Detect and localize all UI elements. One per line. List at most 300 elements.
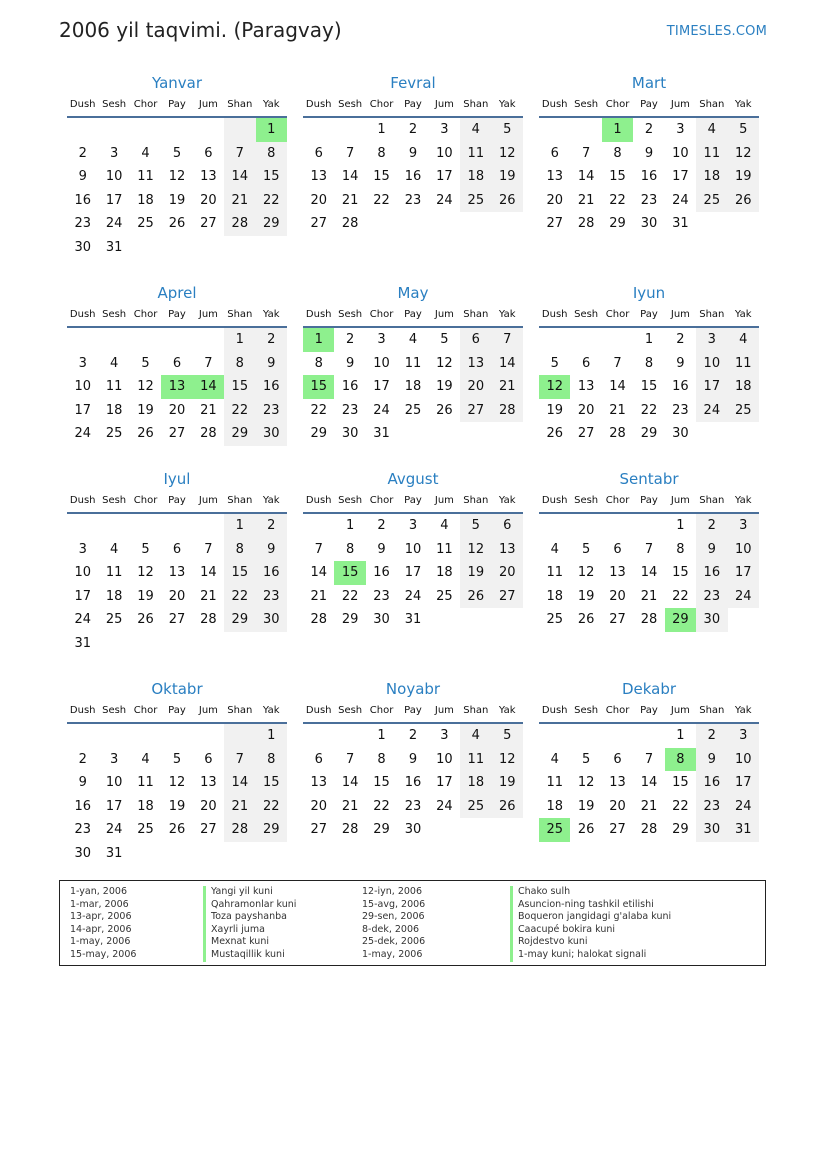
day-cell: 18: [546, 588, 563, 604]
day-cell: 16: [404, 169, 422, 184]
day-cell: 20: [546, 192, 563, 208]
day-cell: 19: [577, 588, 595, 604]
day-cell: 16: [74, 192, 91, 208]
legend-names-left: [203, 886, 296, 962]
day-cell: 14: [224, 771, 255, 795]
day-cell: 23: [74, 822, 91, 837]
day-cell: 2: [696, 514, 727, 538]
day-cell: 12: [168, 169, 186, 184]
day-cell: 19: [492, 771, 523, 795]
weekday-label: Sesh: [338, 99, 363, 110]
day-cell: 9: [696, 538, 727, 562]
day-cell: 1: [644, 332, 654, 347]
month-2: [539, 72, 759, 236]
day-cell: 27: [310, 822, 327, 837]
weekday-label: Sesh: [338, 309, 363, 320]
day-cell: 24: [672, 192, 689, 208]
day-cell: 3: [408, 518, 418, 533]
day-cell: 30: [404, 822, 422, 837]
day-cell: 11: [546, 775, 563, 790]
day-cell: 7: [492, 328, 523, 352]
day-cell: 27: [168, 612, 186, 627]
day-cell: 13: [609, 565, 626, 580]
legend-date: 15-avg, 2006: [362, 898, 426, 910]
day-cell: 10: [105, 169, 123, 184]
empty-cell: [460, 818, 491, 842]
weekday-label: Sesh: [102, 495, 127, 506]
day-cell: 6: [172, 541, 182, 557]
day-cell: 24: [436, 798, 453, 814]
weekday-label: Dush: [69, 705, 96, 716]
day-cell: 10: [404, 541, 422, 557]
day-cell: 22: [672, 798, 689, 814]
day-cell: 31: [373, 426, 390, 441]
day-cell: 12: [460, 538, 491, 562]
day-cell: 14: [200, 565, 217, 580]
day-grid: [539, 514, 759, 632]
empty-cell: [397, 422, 428, 446]
empty-cell: [224, 118, 255, 142]
day-cell: 24: [404, 588, 422, 604]
holiday-day-cell: 14: [193, 375, 224, 399]
empty-cell: [334, 118, 365, 142]
day-cell: 7: [204, 541, 213, 557]
day-cell: 21: [224, 795, 255, 819]
day-cell: 9: [696, 748, 727, 772]
day-cell: 27: [609, 612, 626, 627]
month-1: [303, 72, 523, 236]
day-cell: 25: [546, 612, 563, 627]
day-cell: 22: [256, 189, 287, 213]
empty-cell: [429, 422, 460, 446]
day-cell: 1: [676, 518, 685, 533]
month-9: [67, 678, 287, 865]
month-name: Oktabr: [151, 680, 203, 698]
empty-cell: [193, 632, 224, 656]
day-cell: 8: [377, 751, 386, 767]
day-cell: 5: [728, 118, 759, 142]
day-cell: 17: [373, 379, 390, 394]
day-cell: 15: [256, 771, 287, 795]
weekday-label: Dush: [541, 99, 568, 110]
day-cell: 26: [492, 189, 523, 213]
day-cell: 5: [492, 724, 523, 748]
month-10: [303, 678, 523, 842]
day-cell: 8: [224, 538, 255, 562]
weekday-label: Chor: [605, 705, 630, 716]
legend-holiday-name: 1-may kuni; halokat signali: [510, 949, 671, 962]
day-cell: 17: [404, 565, 422, 580]
day-cell: 2: [377, 518, 386, 533]
month-name: Yanvar: [151, 74, 203, 92]
month-name: Mart: [631, 74, 667, 92]
day-cell: 22: [224, 399, 255, 423]
day-cell: 7: [644, 751, 654, 767]
day-cell: 28: [200, 612, 217, 627]
day-cell: 28: [224, 818, 255, 842]
day-cell: 22: [609, 192, 626, 208]
day-cell: 30: [341, 426, 359, 441]
day-cell: 15: [672, 565, 689, 580]
empty-cell: [193, 236, 224, 260]
empty-cell: [67, 514, 98, 538]
legend-date: 1-may, 2006: [70, 936, 131, 948]
day-cell: 9: [676, 355, 685, 371]
day-cell: 24: [436, 192, 453, 208]
day-cell: 27: [168, 426, 186, 441]
day-cell: 3: [696, 328, 727, 352]
day-cell: 2: [345, 332, 355, 347]
empty-cell: [570, 514, 601, 538]
day-cell: 28: [640, 612, 658, 627]
weekday-label: Jum: [434, 99, 454, 110]
empty-cell: [602, 328, 633, 352]
day-cell: 28: [577, 216, 595, 231]
day-cell: 27: [200, 822, 217, 837]
day-cell: 4: [141, 751, 150, 767]
day-cell: 20: [310, 192, 327, 208]
weekday-label: Jum: [434, 705, 454, 716]
day-cell: 20: [609, 798, 626, 814]
empty-cell: [539, 118, 570, 142]
legend-holiday-name: Asuncion-ning tashkil etilishi: [510, 899, 671, 912]
weekday-label: Shan: [463, 309, 489, 320]
weekday-label: Shan: [463, 495, 489, 506]
day-cell: 13: [200, 169, 217, 184]
legend-holiday-name: Boqueron jangidagi g'alaba kuni: [510, 911, 671, 924]
empty-cell: [334, 724, 365, 748]
empty-cell: [224, 236, 255, 260]
day-cell: 29: [224, 422, 255, 446]
day-cell: 18: [137, 192, 154, 208]
day-cell: 13: [577, 379, 595, 394]
holiday-day-cell: 12: [539, 375, 570, 399]
day-cell: 18: [105, 588, 123, 604]
day-cell: 4: [440, 518, 449, 533]
day-cell: 25: [404, 402, 422, 418]
month-4: [303, 282, 523, 446]
day-cell: 20: [200, 192, 217, 208]
day-cell: 6: [460, 328, 491, 352]
day-cell: 22: [310, 402, 327, 418]
day-cell: 1: [256, 724, 287, 748]
weekday-header: [539, 700, 759, 724]
day-cell: 21: [577, 192, 595, 208]
day-cell: 31: [728, 818, 759, 842]
day-cell: 29: [640, 426, 658, 441]
empty-cell: [460, 212, 491, 236]
day-cell: 15: [224, 561, 255, 585]
empty-cell: [602, 514, 633, 538]
day-cell: 9: [408, 751, 418, 767]
weekday-label: Chor: [133, 495, 158, 506]
empty-cell: [224, 842, 255, 866]
day-cell: 4: [141, 145, 150, 161]
day-cell: 20: [577, 402, 595, 418]
holiday-day-cell: 13: [161, 375, 192, 399]
weekday-header: [67, 304, 287, 328]
day-cell: 16: [696, 771, 727, 795]
holiday-day-cell: 29: [665, 608, 696, 632]
weekday-label: Sesh: [574, 495, 599, 506]
day-cell: 23: [341, 402, 359, 418]
day-cell: 16: [74, 798, 91, 814]
weekday-label: Chor: [133, 99, 158, 110]
holiday-day-cell: 15: [334, 561, 365, 585]
weekday-header: [67, 700, 287, 724]
weekday-label: Yak: [498, 309, 516, 320]
day-cell: 23: [672, 402, 689, 418]
day-cell: 19: [137, 402, 154, 418]
legend-dates-right: [362, 886, 425, 962]
day-cell: 26: [137, 426, 154, 441]
day-cell: 11: [404, 355, 422, 371]
day-cell: 9: [256, 538, 287, 562]
empty-cell: [696, 422, 727, 446]
day-cell: 18: [696, 165, 727, 189]
day-cell: 23: [404, 192, 422, 208]
day-cell: 6: [172, 355, 182, 371]
empty-cell: [492, 422, 523, 446]
day-grid: [303, 724, 523, 842]
empty-cell: [98, 118, 129, 142]
day-cell: 3: [676, 122, 685, 137]
day-cell: 11: [696, 142, 727, 166]
day-cell: 18: [460, 165, 491, 189]
empty-cell: [161, 842, 192, 866]
weekday-label: Sesh: [574, 309, 599, 320]
empty-cell: [570, 724, 601, 748]
day-cell: 6: [314, 145, 323, 161]
day-cell: 21: [200, 402, 217, 418]
legend-date: 14-apr, 2006: [70, 923, 132, 935]
empty-cell: [98, 724, 129, 748]
day-cell: 14: [640, 775, 658, 790]
weekday-label: Sesh: [102, 309, 127, 320]
day-cell: 21: [341, 192, 359, 208]
day-cell: 27: [577, 426, 595, 441]
day-cell: 9: [256, 352, 287, 376]
day-cell: 5: [550, 355, 559, 371]
weekday-label: Yak: [498, 705, 516, 716]
weekday-label: Dush: [541, 495, 568, 506]
day-cell: 6: [492, 514, 523, 538]
day-cell: 22: [672, 588, 689, 604]
day-cell: 2: [408, 122, 418, 137]
month-name: Aprel: [157, 284, 197, 302]
month-6: [67, 468, 287, 655]
empty-cell: [161, 328, 192, 352]
brand-link[interactable]: TIMESLES.COM: [666, 24, 767, 39]
day-cell: 27: [310, 216, 327, 231]
day-cell: 13: [310, 169, 327, 184]
day-cell: 21: [341, 798, 359, 814]
weekday-label: Shan: [699, 495, 725, 506]
weekday-label: Chor: [369, 309, 394, 320]
day-cell: 27: [492, 585, 523, 609]
month-name: Dekabr: [621, 680, 677, 698]
day-cell: 28: [609, 426, 626, 441]
day-cell: 7: [314, 541, 323, 557]
day-cell: 26: [577, 822, 595, 837]
day-cell: 19: [137, 588, 154, 604]
day-cell: 11: [546, 565, 563, 580]
empty-cell: [728, 422, 759, 446]
weekday-label: Pay: [640, 495, 658, 506]
day-cell: 23: [404, 798, 422, 814]
legend-date: 8-dek, 2006: [362, 923, 420, 935]
month-11: [539, 678, 759, 842]
weekday-label: Jum: [670, 705, 690, 716]
empty-cell: [161, 236, 192, 260]
day-cell: 25: [137, 822, 154, 837]
day-cell: 23: [256, 399, 287, 423]
day-cell: 16: [696, 561, 727, 585]
empty-cell: [303, 724, 334, 748]
weekday-label: Jum: [198, 495, 218, 506]
day-cell: 3: [377, 332, 386, 347]
day-cell: 31: [74, 635, 91, 651]
weekday-label: Yak: [734, 705, 752, 716]
weekday-label: Shan: [227, 495, 253, 506]
empty-cell: [224, 632, 255, 656]
day-cell: 3: [728, 724, 759, 748]
legend-dates-left: [70, 886, 136, 962]
day-cell: 3: [78, 541, 87, 557]
day-cell: 3: [78, 355, 87, 371]
day-cell: 14: [640, 565, 658, 580]
day-cell: 23: [696, 585, 727, 609]
day-cell: 3: [440, 122, 449, 137]
holiday-day-cell: 1: [256, 118, 287, 142]
day-cell: 15: [640, 379, 658, 394]
empty-cell: [303, 514, 334, 538]
day-cell: 11: [105, 565, 123, 580]
day-cell: 27: [200, 216, 217, 231]
day-cell: 16: [640, 169, 658, 184]
month-name: Iyul: [163, 470, 191, 488]
weekday-label: Chor: [605, 495, 630, 506]
day-cell: 3: [440, 728, 449, 743]
weekday-label: Shan: [463, 99, 489, 110]
day-cell: 14: [609, 379, 626, 394]
legend-date: 15-may, 2006: [70, 948, 137, 960]
holiday-day-cell: 25: [539, 818, 570, 842]
day-cell: 24: [696, 399, 727, 423]
day-cell: 6: [613, 751, 622, 767]
day-cell: 15: [256, 165, 287, 189]
weekday-label: Dush: [69, 309, 96, 320]
day-grid: [303, 328, 523, 446]
empty-cell: [193, 118, 224, 142]
empty-cell: [429, 818, 460, 842]
empty-cell: [67, 328, 98, 352]
legend-date: 1-yan, 2006: [70, 886, 127, 897]
day-cell: 8: [377, 145, 386, 161]
day-cell: 30: [74, 239, 91, 255]
weekday-label: Yak: [498, 99, 516, 110]
day-cell: 5: [440, 332, 449, 347]
day-cell: 12: [137, 565, 154, 580]
day-cell: 10: [436, 751, 453, 767]
weekday-header: [539, 490, 759, 514]
day-cell: 9: [78, 169, 87, 184]
day-cell: 5: [172, 751, 182, 767]
weekday-label: Jum: [198, 705, 218, 716]
day-cell: 1: [676, 728, 685, 743]
day-grid: [67, 514, 287, 655]
day-cell: 18: [728, 375, 759, 399]
day-cell: 25: [436, 588, 453, 604]
day-cell: 10: [105, 775, 123, 790]
day-cell: 27: [460, 399, 491, 423]
day-cell: 9: [644, 145, 654, 161]
day-cell: 29: [609, 216, 626, 231]
day-cell: 30: [696, 608, 727, 632]
weekday-label: Dush: [305, 309, 332, 320]
day-cell: 30: [373, 612, 390, 627]
day-cell: 12: [137, 379, 154, 394]
day-cell: 18: [137, 798, 154, 814]
day-cell: 24: [728, 585, 759, 609]
day-cell: 29: [341, 612, 359, 627]
day-cell: 12: [492, 142, 523, 166]
day-cell: 4: [109, 541, 119, 557]
weekday-label: Shan: [227, 99, 253, 110]
weekday-header: [539, 94, 759, 118]
weekday-label: Pay: [168, 705, 186, 716]
day-cell: 24: [728, 795, 759, 819]
weekday-header: [67, 490, 287, 514]
day-cell: 21: [640, 588, 658, 604]
day-cell: 7: [345, 751, 355, 767]
weekday-label: Jum: [198, 309, 218, 320]
day-cell: 15: [672, 775, 689, 790]
day-cell: 12: [577, 565, 595, 580]
day-cell: 17: [696, 375, 727, 399]
day-cell: 11: [728, 352, 759, 376]
day-cell: 30: [696, 818, 727, 842]
month-name: May: [397, 284, 429, 302]
weekday-label: Shan: [699, 309, 725, 320]
day-cell: 26: [546, 426, 563, 441]
day-cell: 5: [172, 145, 182, 161]
page-title: 2006 yil taqvimi. (Paragvay): [59, 18, 342, 42]
weekday-label: Jum: [670, 495, 690, 506]
empty-cell: [130, 632, 161, 656]
month-0: [67, 72, 287, 259]
empty-cell: [161, 118, 192, 142]
day-cell: 8: [256, 748, 287, 772]
day-cell: 24: [74, 612, 91, 627]
day-cell: 9: [78, 775, 87, 790]
weekday-label: Yak: [262, 705, 280, 716]
day-cell: 20: [168, 588, 186, 604]
weekday-label: Sesh: [574, 705, 599, 716]
day-cell: 4: [109, 355, 119, 371]
day-cell: 16: [672, 379, 689, 394]
day-cell: 6: [613, 541, 622, 557]
empty-cell: [366, 212, 397, 236]
day-cell: 14: [577, 169, 595, 184]
day-cell: 6: [204, 751, 213, 767]
day-cell: 18: [460, 771, 491, 795]
day-cell: 24: [373, 402, 390, 418]
day-cell: 10: [373, 355, 390, 371]
empty-cell: [429, 212, 460, 236]
weekday-label: Chor: [369, 705, 394, 716]
weekday-label: Shan: [227, 705, 253, 716]
